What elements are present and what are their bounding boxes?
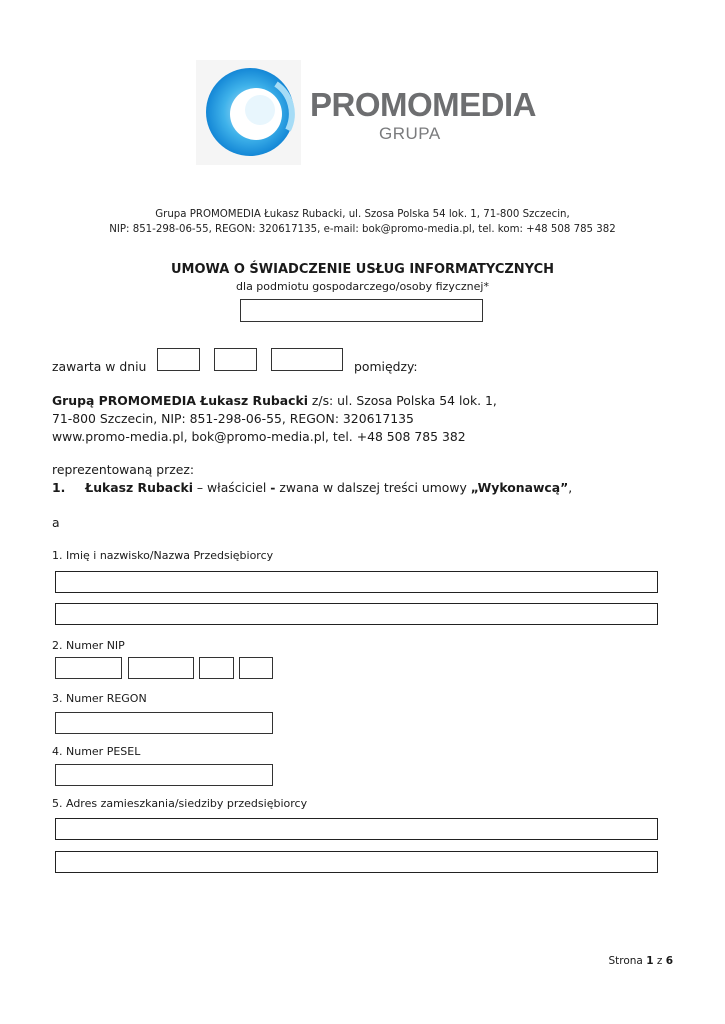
party-name: Grupą PROMOMEDIA Łukasz Rubacki xyxy=(52,393,308,408)
page-current: 1 xyxy=(646,955,654,967)
nip-field-part-3[interactable] xyxy=(199,657,234,679)
date-year-field[interactable] xyxy=(271,348,343,371)
document-title: UMOWA O ŚWIADCZENIE USŁUG INFORMATYCZNYCH xyxy=(170,262,555,277)
nip-field-part-4[interactable] xyxy=(239,657,273,679)
party-address: z/s: ul. Szosa Polska 54 lok. 1, xyxy=(307,393,497,408)
page-total: 6 xyxy=(665,955,673,967)
address-field-line-2[interactable] xyxy=(55,851,658,873)
party-line-3: www.promo-media.pl, bok@promo-media.pl, tel. +48 508 785 382 xyxy=(52,429,466,444)
representative-num: 1. xyxy=(52,480,66,495)
field-3-label: 3. Numer REGON xyxy=(52,692,147,705)
between-label: pomiędzy: xyxy=(354,359,418,374)
party-line-1 xyxy=(52,393,497,408)
party-line-2: 71-800 Szczecin, NIP: 851-298-06-55, REGON: 320617135 xyxy=(52,411,414,426)
regon-field[interactable] xyxy=(55,712,273,734)
name-field-line-2[interactable] xyxy=(55,603,658,625)
company-header-line-1: Grupa PROMOMEDIA Łukasz Rubacki, ul. Szosa Polska 54 lok. 1, 71-800 Szczecin, xyxy=(155,209,570,220)
field-1-label: 1. Imię i nazwisko/Nazwa Przedsiębiorcy xyxy=(52,549,274,562)
contractor-term: „Wykonawcą” xyxy=(470,480,569,495)
conjunction: a xyxy=(52,515,60,530)
representative-rest: zwana w dalszej treści umowy xyxy=(275,480,471,495)
representative-role: – właściciel xyxy=(192,480,271,495)
representative-comma: , xyxy=(568,480,573,495)
page-counter xyxy=(608,955,673,967)
page-label: Strona xyxy=(608,955,647,967)
nip-field-part-2[interactable] xyxy=(128,657,194,679)
date-month-field[interactable] xyxy=(214,348,257,371)
field-4-label: 4. Numer PESEL xyxy=(52,745,141,758)
date-day-field[interactable] xyxy=(157,348,200,371)
field-2-label: 2. Numer NIP xyxy=(52,639,125,652)
representative-name: Łukasz Rubacki xyxy=(85,480,193,495)
representative-dash: - xyxy=(270,480,276,495)
address-field-line-1[interactable] xyxy=(55,818,658,840)
represented-label: reprezentowaną przez: xyxy=(52,462,195,477)
logo-sub: GRUPA xyxy=(379,124,441,143)
entity-type-field[interactable] xyxy=(240,299,483,322)
company-logo xyxy=(196,60,536,165)
logo-swirl-icon xyxy=(196,60,301,165)
field-5-label: 5. Adres zamieszkania/siedziby przedsiębiorcy xyxy=(52,797,308,810)
concluded-label: zawarta w dniu xyxy=(52,359,147,374)
document-subtitle: dla podmiotu gospodarczego/osoby fizycznej* xyxy=(236,280,489,293)
page-sep: z xyxy=(653,955,666,967)
name-field-line-1[interactable] xyxy=(55,571,658,593)
pesel-field[interactable] xyxy=(55,764,273,786)
logo-word: PROMOMEDIA xyxy=(310,86,536,123)
nip-field-part-1[interactable] xyxy=(55,657,122,679)
company-header-line-2: NIP: 851-298-06-55, REGON: 320617135, e-mail: bok@promo-media.pl, tel. kom: +48 508 785 382 xyxy=(109,224,616,235)
representative-line xyxy=(52,480,572,495)
